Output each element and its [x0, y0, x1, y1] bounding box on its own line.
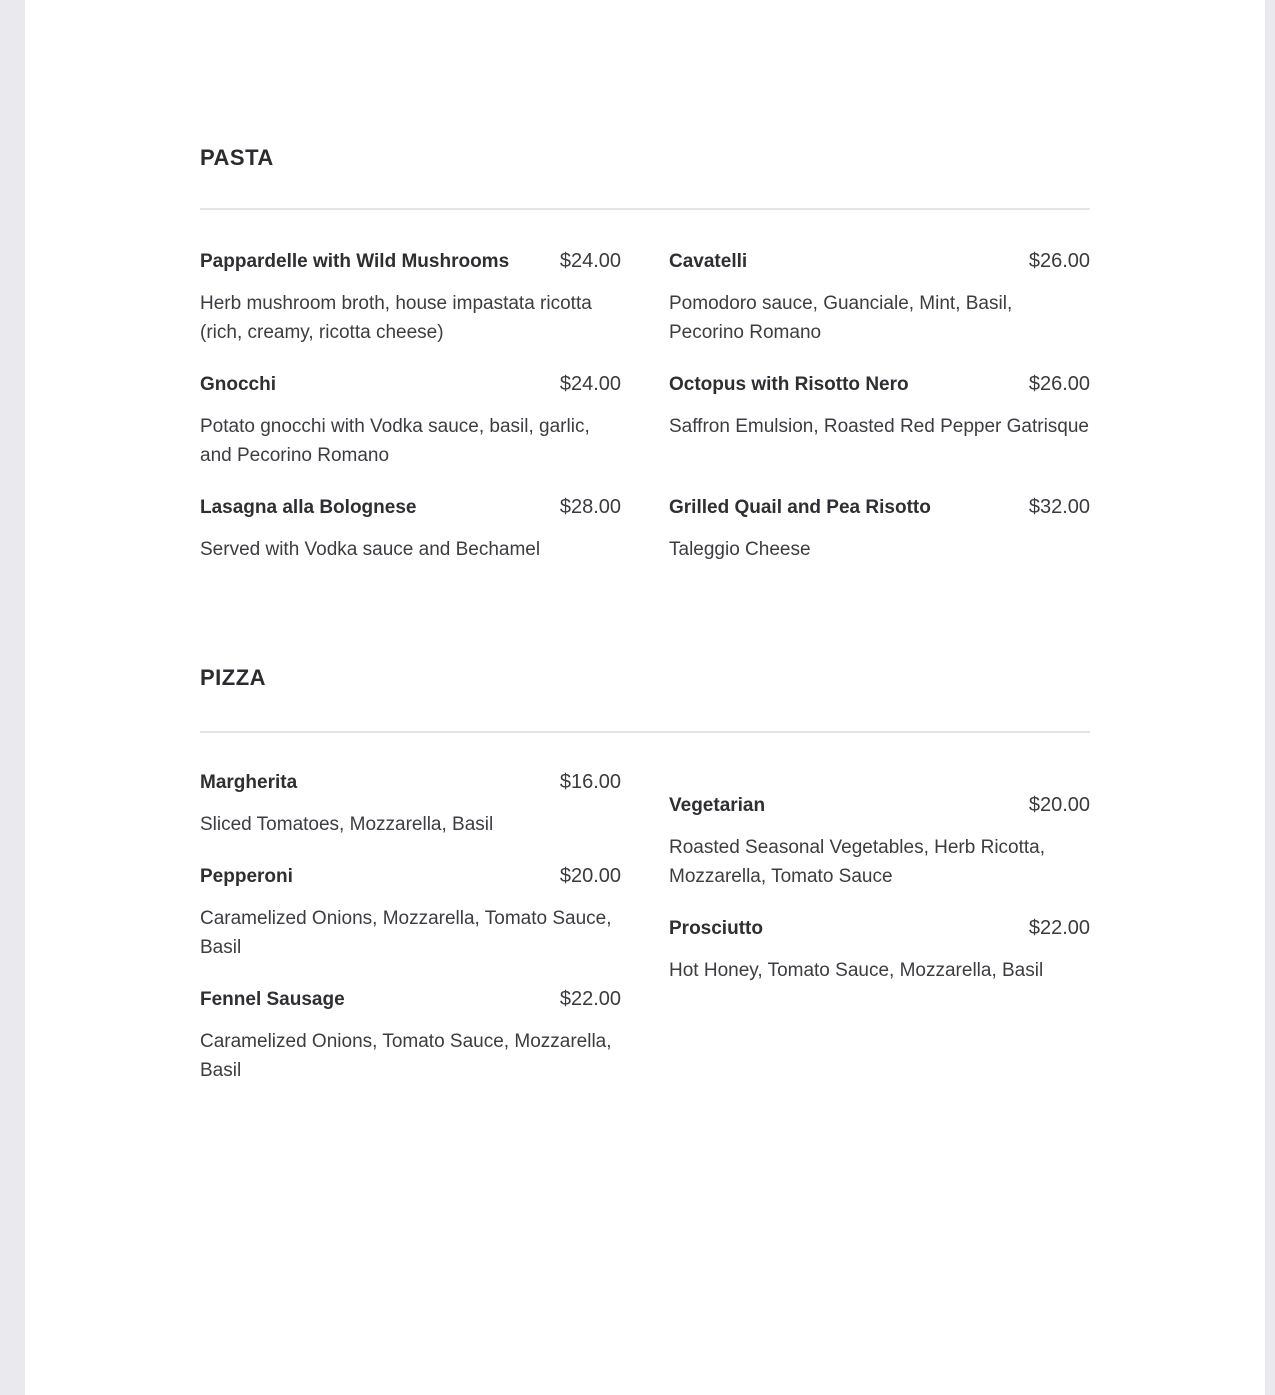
item-description: Caramelized Onions, Mozzarella, Tomato Sauce, Basil: [200, 908, 612, 958]
item-name: Gnocchi: [200, 374, 277, 395]
item-name: Prosciutto: [669, 918, 763, 939]
menu-item: [200, 248, 621, 347]
menu-item: [200, 371, 621, 470]
item-price: $24.00: [559, 250, 621, 272]
menu-page: [25, 0, 1265, 1395]
item-price: $20.00: [559, 865, 621, 887]
item-price: $24.00: [559, 373, 621, 395]
item-name: Grilled Quail and Pea Risotto: [669, 497, 931, 518]
item-description: Sliced Tomatoes, Mozzarella, Basil: [200, 814, 494, 835]
item-price: $22.00: [1028, 917, 1090, 939]
item-description: Caramelized Onions, Tomato Sauce, Mozzarella, Basil: [200, 1031, 612, 1081]
item-description: Hot Honey, Tomato Sauce, Mozzarella, Basil: [669, 960, 1044, 981]
item-price: $26.00: [1028, 373, 1090, 395]
item-description: Taleggio Cheese: [669, 539, 811, 560]
item-description: Herb mushroom broth, house impastata ricotta (rich, creamy, ricotta cheese): [200, 293, 592, 343]
item-description: Potato gnocchi with Vodka sauce, basil, garlic, and Pecorino Romano: [200, 416, 590, 466]
item-price: $16.00: [559, 771, 621, 793]
item-name: Pappardelle with Wild Mushrooms: [200, 251, 510, 272]
pizza-section: [200, 665, 1090, 1105]
section-title-pasta: PASTA: [200, 145, 274, 170]
section-divider: [200, 731, 1090, 733]
item-description: Roasted Seasonal Vegetables, Herb Ricotta, Mozzarella, Tomato Sauce: [669, 837, 1046, 887]
item-description: Saffron Emulsion, Roasted Red Pepper Gatrisque: [669, 416, 1089, 437]
menu-item: [669, 371, 1090, 441]
item-price: $20.00: [1028, 794, 1090, 816]
item-name: Pepperoni: [200, 866, 293, 887]
menu-item: [669, 494, 1090, 564]
section-divider: [200, 208, 1090, 210]
menu-item: [200, 986, 621, 1085]
item-name: Cavatelli: [669, 251, 748, 272]
item-name: Vegetarian: [669, 795, 766, 816]
item-name: Octopus with Risotto Nero: [669, 374, 909, 395]
menu-item: [200, 863, 621, 962]
item-price: $22.00: [559, 988, 621, 1010]
item-price: $28.00: [559, 496, 621, 518]
menu-item: [669, 248, 1090, 347]
menu-item: [669, 792, 1090, 891]
menu-item: [200, 494, 621, 564]
item-name: Margherita: [200, 772, 298, 793]
item-price: $26.00: [1028, 250, 1090, 272]
item-name: Lasagna alla Bolognese: [200, 497, 417, 518]
pasta-section: [200, 145, 1090, 585]
item-description: Served with Vodka sauce and Bechamel: [200, 539, 541, 560]
section-title-pizza: PIZZA: [200, 665, 267, 690]
menu-item: [669, 915, 1090, 985]
item-price: $32.00: [1028, 496, 1090, 518]
item-description: Pomodoro sauce, Guanciale, Mint, Basil, Pecorino Romano: [669, 293, 1013, 343]
menu-item: [200, 769, 621, 839]
item-name: Fennel Sausage: [200, 989, 345, 1010]
